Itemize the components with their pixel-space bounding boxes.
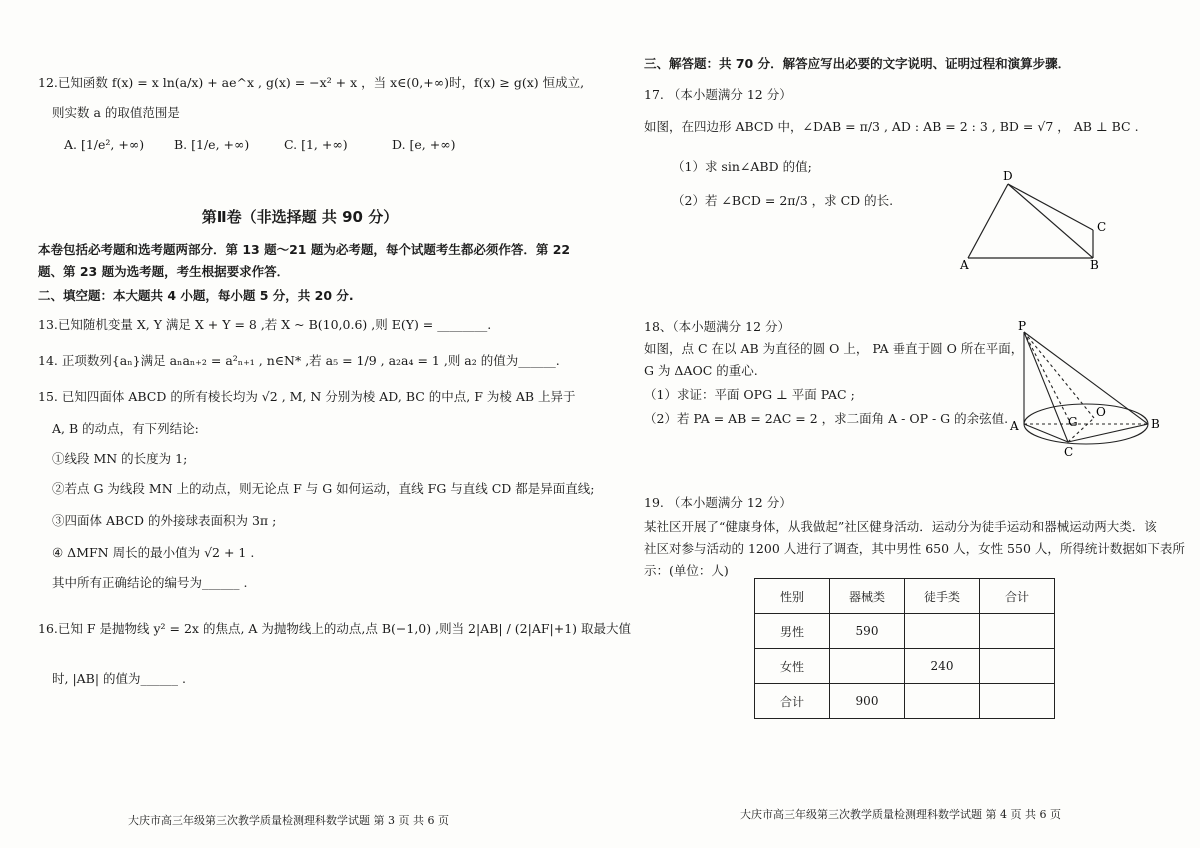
table-row xyxy=(755,684,1055,719)
q17-quadrilateral-figure xyxy=(960,170,1110,274)
part2-note-1: 本卷包括必考题和选考题两部分．第 13 题～21 题为必考题，每个试题考生都必须作答．第 22 xyxy=(38,242,571,257)
table-header-cell: 器械类 xyxy=(830,579,905,614)
table-cell xyxy=(830,649,905,684)
q12-option-b: B. [1/e, +∞) xyxy=(174,137,250,152)
q12-option-c: C. [1, +∞) xyxy=(284,137,348,152)
table-header-cell: 徒手类 xyxy=(905,579,980,614)
table-cell: 900 xyxy=(830,684,905,719)
table-cell xyxy=(905,614,980,649)
table-header-cell: 合计 xyxy=(980,579,1055,614)
table-cell xyxy=(980,684,1055,719)
q17-head: 17. （本小题满分 12 分） xyxy=(644,87,792,102)
q19-head: 19. （本小题满分 12 分） xyxy=(644,495,792,510)
edge-ad xyxy=(968,184,1008,258)
segment-pg xyxy=(1024,332,1072,426)
segment-po xyxy=(1024,332,1094,418)
q16-line-2: 时, |AB| 的值为______ . xyxy=(52,671,187,686)
q15-line-5: ③四面体 ABCD 的外接球表面积为 3π ; xyxy=(52,513,277,528)
edge-dc xyxy=(1008,184,1093,230)
q12-stem: 12.已知函数 f(x) = x ln(a/x) + ae^x , g(x) = −x² + x ，当 x∈(0,+∞)时，f(x) ≥ g(x) 恒成立, xyxy=(38,75,585,90)
q18-cone-figure xyxy=(1010,319,1160,462)
label-c: C xyxy=(1064,445,1074,459)
q12-stem-2: 则实数 a 的取值范围是 xyxy=(52,105,180,120)
q18-line-2: G 为 ΔAOC 的重心. xyxy=(644,363,758,378)
part2-note-2: 题、第 23 题为选考题，考生根据要求作答． xyxy=(38,264,290,279)
table-cell: 女性 xyxy=(755,649,830,684)
segment-cb xyxy=(1068,424,1148,442)
table-cell: 240 xyxy=(905,649,980,684)
q17-part-1: （1）求 sin∠ABD 的值; xyxy=(672,159,812,174)
footer-page-3: 大庆市高三年级第三次教学质量检测理科数学试题 第 3 页 共 6 页 xyxy=(128,814,449,827)
q15-line-7: 其中所有正确结论的编号为______ . xyxy=(52,575,248,590)
q15-line-6: ④ ΔMFN 周长的最小值为 √2 + 1 . xyxy=(52,545,255,560)
label-g: G xyxy=(1068,415,1078,429)
q13: 13.已知随机变量 X, Y 满足 X + Y = 8 ,若 X ~ B(10,0.6) ,则 E(Y) = ________. xyxy=(38,317,492,332)
q12-option-d: D. [e, +∞) xyxy=(392,137,456,152)
label-c: C xyxy=(1097,220,1107,234)
label-b: B xyxy=(1151,417,1160,431)
q12-option-a: A. [1/e², +∞) xyxy=(64,137,145,152)
q16-line-1: 16.已知 F 是抛物线 y² = 2x 的焦点, A 为抛物线上的动点,点 B(−1,0) ,则当 2|AB| / (2|AF|+1) 取最大值 xyxy=(38,621,632,636)
q18-line-4: （2）若 PA = AB = 2AC = 2 ，求二面角 A - OP - G 的余弦值. xyxy=(644,411,1009,426)
q15-line-4: ②若点 G 为线段 MN 上的动点，则无论点 F 与 G 如何运动，直线 FG 与直线 CD 都是异面直线; xyxy=(52,481,595,496)
q17-part-2: （2）若 ∠BCD = 2π/3 ，求 CD 的长. xyxy=(672,193,894,208)
table-row xyxy=(755,649,1055,684)
label-b: B xyxy=(1090,258,1099,272)
table-header-row xyxy=(755,579,1055,614)
q18-line-3: （1）求证：平面 OPG ⊥ 平面 PAC ; xyxy=(644,387,855,402)
q17-stem: 如图，在四边形 ABCD 中，∠DAB = π/3 , AD : AB = 2 : 3 , BD = √7 ， AB ⊥ BC . xyxy=(644,119,1139,134)
section-3-heading: 三、解答题：共 70 分．解答应写出必要的文字说明、证明过程和演算步骤． xyxy=(644,56,1071,71)
q19-stats-table xyxy=(754,578,1055,719)
label-p: P xyxy=(1018,319,1027,333)
label-a: A xyxy=(960,258,969,272)
q19-line-2: 社区对参与活动的 1200 人进行了调查，其中男性 650 人，女性 550 人，所得统计数据如下表所 xyxy=(644,541,1185,556)
table-cell xyxy=(980,614,1055,649)
footer-page-4: 大庆市高三年级第三次教学质量检测理科数学试题 第 4 页 共 6 页 xyxy=(740,808,1061,821)
table-cell: 合计 xyxy=(755,684,830,719)
q19-line-3: 示：(单位：人) xyxy=(644,563,729,578)
q15-line-3: ①线段 MN 的长度为 1; xyxy=(52,451,188,466)
q14: 14. 正项数列{aₙ}满足 aₙaₙ₊₂ = a²ₙ₊₁ , n∈N* ,若 a₅ = 1/9 , a₂a₄ = 1 ,则 a₂ 的值为______. xyxy=(38,353,560,368)
label-a: A xyxy=(1010,419,1019,433)
q18-line-1: 如图，点 C 在以 AB 为直径的圆 O 上， PA 垂直于圆 O 所在平面， xyxy=(644,341,1024,356)
table-cell: 590 xyxy=(830,614,905,649)
table-row xyxy=(755,614,1055,649)
table-cell: 男性 xyxy=(755,614,830,649)
section-2-heading: 二、填空题：本大题共 4 小题，每小题 5 分，共 20 分. xyxy=(38,288,354,303)
q18-head: 18、（本小题满分 12 分） xyxy=(644,319,791,334)
label-d: D xyxy=(1003,169,1013,183)
table-cell xyxy=(905,684,980,719)
label-o: O xyxy=(1096,405,1106,419)
edge-db xyxy=(1008,184,1093,258)
table-header-cell: 性别 xyxy=(755,579,830,614)
table-cell xyxy=(980,649,1055,684)
part2-title: 第Ⅱ卷（非选择题 共 90 分） xyxy=(201,208,399,226)
q15-line-1: 15. 已知四面体 ABCD 的所有棱长均为 √2 , M, N 分别为棱 AD, BC 的中点, F 为棱 AB 上异于 xyxy=(38,389,576,404)
q15-line-2: A, B 的动点，有下列结论: xyxy=(52,421,199,436)
q19-line-1: 某社区开展了“健康身体，从我做起”社区健身活动．运动分为徒手运动和器械运动两大类．该 xyxy=(644,519,1157,534)
exam-page-4 xyxy=(600,0,1200,848)
